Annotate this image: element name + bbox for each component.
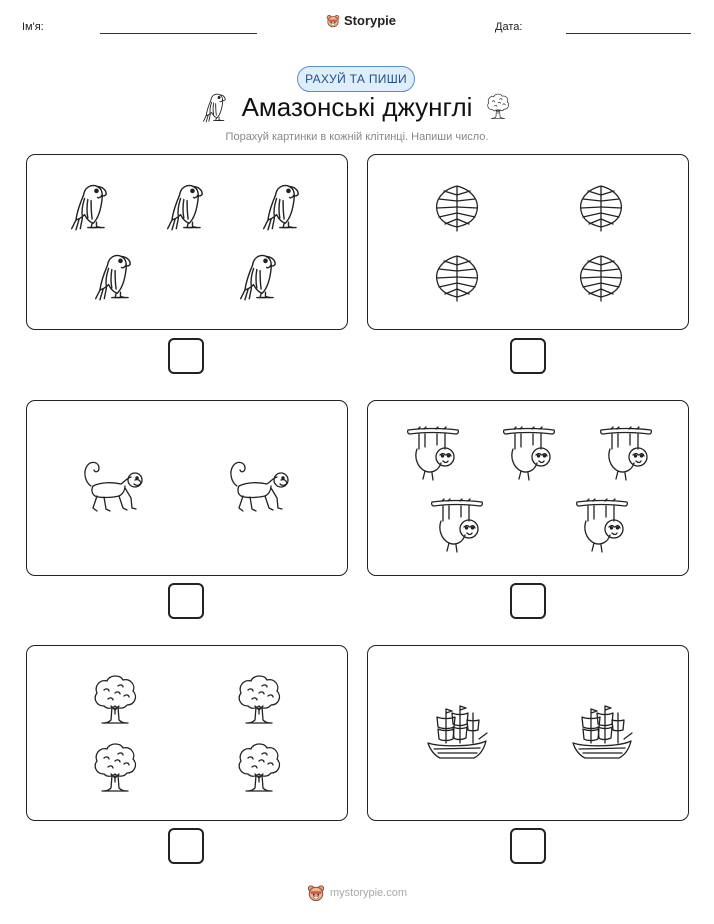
sloth-icon <box>500 423 558 483</box>
monstera-leaf-icon <box>576 183 626 233</box>
count-panel-monkeys <box>26 400 348 576</box>
parrot-icon <box>260 179 304 233</box>
brand-name: Storypie <box>344 13 397 28</box>
footer <box>0 884 714 902</box>
sloth-icon <box>573 495 631 555</box>
sloth-icon <box>597 423 655 483</box>
name-label: Ім'я: <box>22 21 44 33</box>
count-panel-trees <box>26 645 348 821</box>
tree-icon <box>234 740 284 794</box>
answer-box-monkeys[interactable] <box>168 583 204 619</box>
tree-icon <box>234 672 284 726</box>
tree-icon <box>90 740 140 794</box>
bear-icon <box>326 14 340 28</box>
tree-icon <box>484 92 512 120</box>
answer-box-sloths[interactable] <box>510 583 546 619</box>
parrot-icon <box>164 179 208 233</box>
monkey-icon <box>77 455 147 517</box>
answer-box-trees[interactable] <box>168 828 204 864</box>
count-panel-ships <box>367 645 689 821</box>
answer-box-leaves[interactable] <box>510 338 546 374</box>
ship-icon <box>569 702 635 764</box>
instructions: Порахуй картинки в кожній клітинці. Напиши число. <box>225 131 489 143</box>
answer-box-ships[interactable] <box>510 828 546 864</box>
date-label: Дата: <box>495 21 523 33</box>
count-panel-sloths <box>367 400 689 576</box>
count-panel-leaves <box>367 154 689 330</box>
monstera-leaf-icon <box>432 183 482 233</box>
count-panel-parrots <box>26 154 348 330</box>
parrot-icon <box>237 249 281 303</box>
name-line[interactable] <box>100 33 257 34</box>
worksheet-badge: РАХУЙ ТА ПИШИ <box>297 66 415 92</box>
page-title: Амазонські джунглі <box>241 92 473 122</box>
sloth-icon <box>428 495 486 555</box>
parrot-icon <box>92 249 136 303</box>
answer-box-parrots[interactable] <box>168 338 204 374</box>
monstera-leaf-icon <box>432 253 482 303</box>
tree-icon <box>90 672 140 726</box>
ship-icon <box>424 702 490 764</box>
brand-logo <box>326 13 396 28</box>
monkey-icon <box>223 455 293 517</box>
monstera-leaf-icon <box>576 253 626 303</box>
footer-url[interactable]: mystorypie.com <box>329 887 408 899</box>
sloth-icon <box>404 423 462 483</box>
date-line[interactable] <box>566 33 691 34</box>
parrot-icon <box>68 179 112 233</box>
bear-icon <box>307 884 325 902</box>
